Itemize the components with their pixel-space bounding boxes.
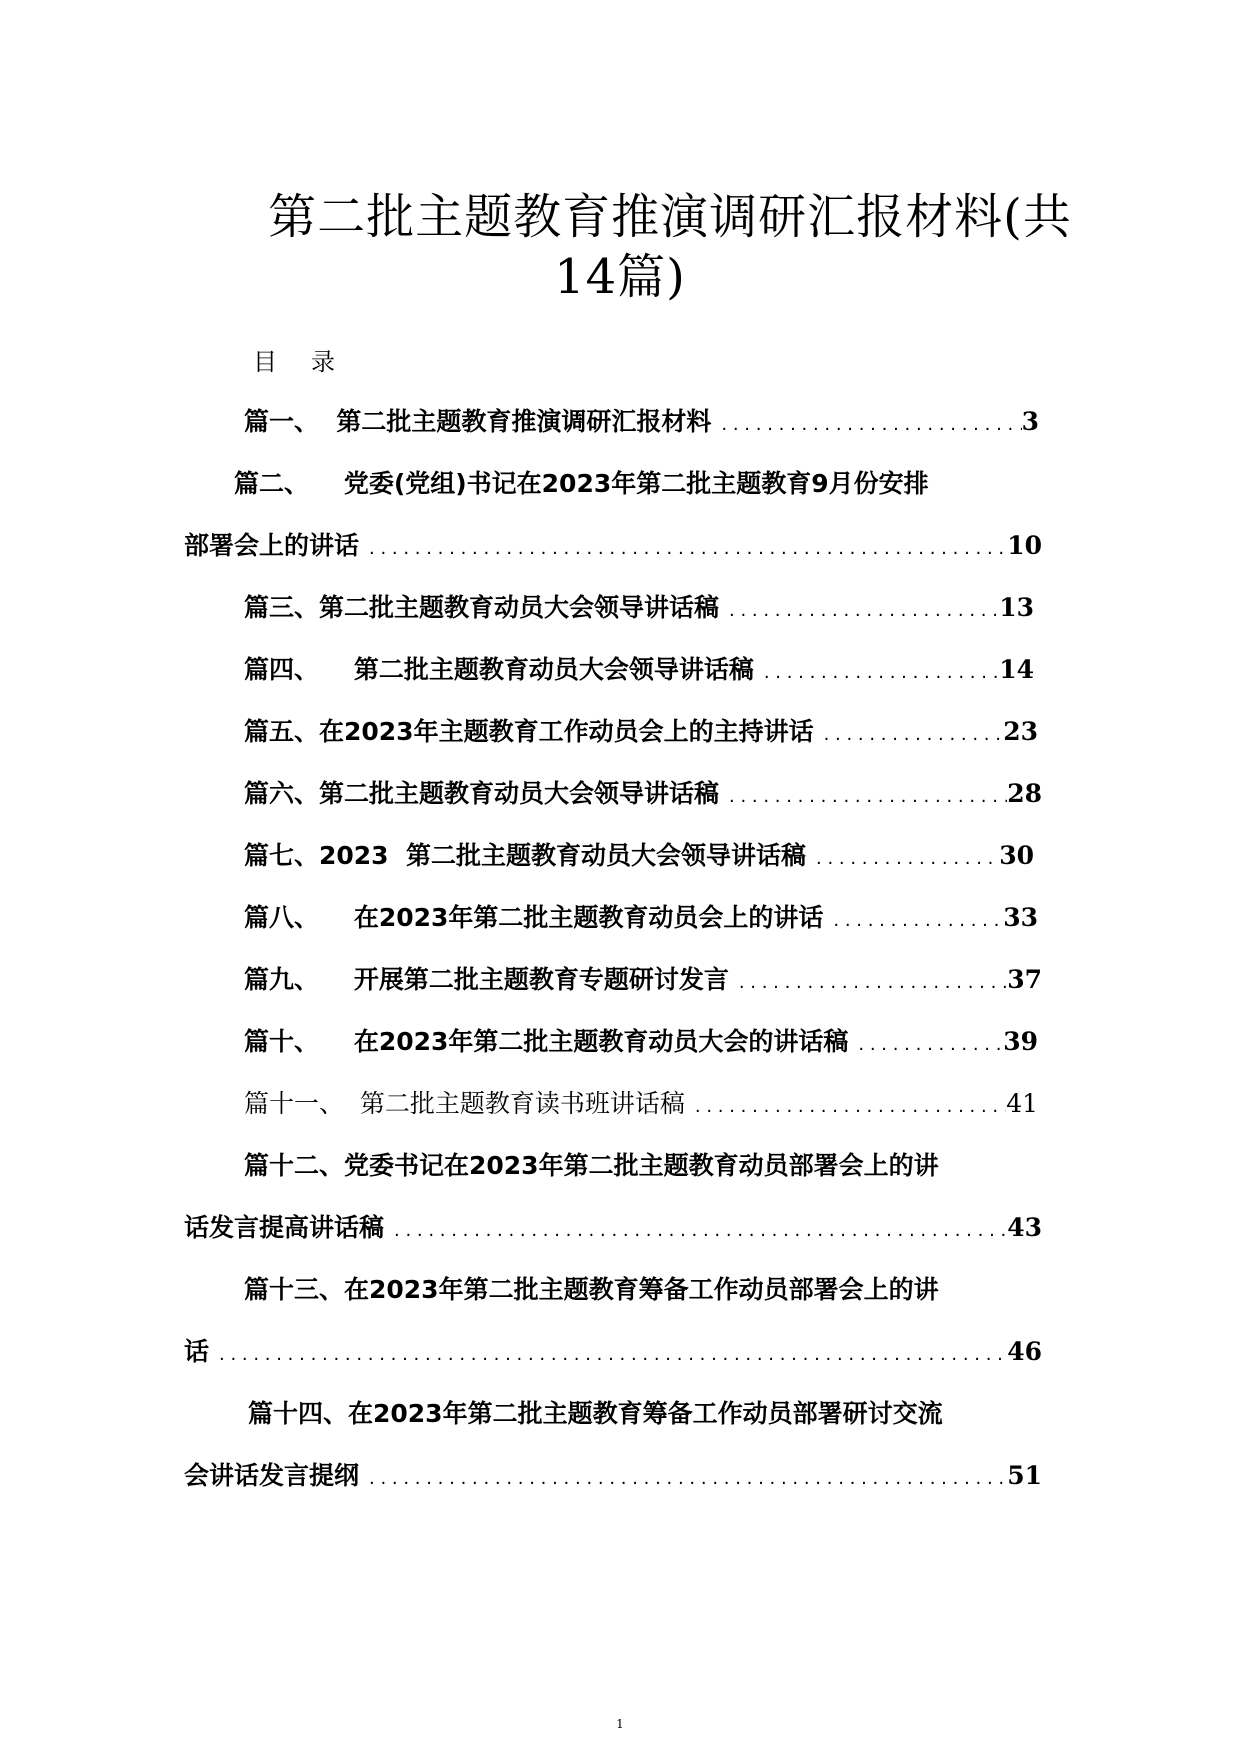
toc-entry-label: 会讲话发言提纲 — [184, 1461, 360, 1490]
toc-entry-13-line2[interactable] — [184, 1332, 1042, 1372]
toc-entry-label: 篇五、在2023年主题教育工作动员会上的主持讲话 — [244, 717, 814, 746]
toc-entry-label: 话发言提高讲话稿 — [184, 1213, 385, 1242]
toc-leader-dots — [711, 405, 1021, 445]
toc-entry-12-line2[interactable] — [184, 1208, 1042, 1248]
toc-entry-5[interactable] — [244, 712, 1038, 752]
toc-page-number: 37 — [1007, 965, 1042, 994]
toc-heading-char2: 录 — [311, 348, 335, 376]
toc-page-number: 30 — [999, 841, 1034, 870]
toc-entry-14-line2[interactable] — [184, 1456, 1042, 1496]
toc-heading — [253, 345, 335, 379]
toc-leader-dots — [754, 653, 999, 693]
toc-leader-dots — [719, 591, 999, 631]
toc-leader-dots — [814, 715, 1004, 755]
toc-entry-label: 篇六、第二批主题教育动员大会领导讲话稿 — [244, 779, 720, 808]
toc-entry-label: 话 — [184, 1337, 210, 1366]
toc-entry-label: 篇二、 党委(党组)书记在2023年第二批主题教育9月份安排 — [234, 469, 929, 498]
toc-entry-3[interactable] — [244, 588, 1034, 628]
toc-entry-label: 篇八、 在2023年第二批主题教育动员会上的讲话 — [244, 903, 824, 932]
toc-page-number: 23 — [1003, 717, 1038, 746]
toc-entry-7[interactable] — [244, 836, 1034, 876]
toc-page-number: 43 — [1007, 1213, 1042, 1242]
toc-entry-2-line2[interactable] — [184, 526, 1042, 566]
document-title-line1: 第二批主题教育推演调研汇报材料(共 — [268, 189, 1072, 245]
toc-entry-label: 篇七、2023 第二批主题教育动员大会领导讲话稿 — [244, 841, 806, 870]
toc-page-number: 46 — [1007, 1337, 1042, 1366]
toc-entry-label: 篇十、 在2023年第二批主题教育动员大会的讲话稿 — [244, 1027, 849, 1056]
toc-entry-label: 篇三、第二批主题教育动员大会领导讲话稿 — [244, 593, 720, 622]
toc-page-number: 28 — [1007, 779, 1042, 808]
toc-entry-label: 篇十三、在2023年第二批主题教育筹备工作动员部署会上的讲 — [244, 1275, 939, 1304]
toc-leader-dots — [359, 1459, 1007, 1499]
toc-page-number: 51 — [1007, 1461, 1042, 1490]
toc-leader-dots — [384, 1211, 1007, 1251]
toc-entry-label: 篇十四、在2023年第二批主题教育筹备工作动员部署研讨交流 — [248, 1399, 943, 1428]
toc-page-number: 3 — [1021, 407, 1039, 436]
toc-entry-14-line1[interactable] — [248, 1394, 1054, 1434]
toc-entry-label: 篇十二、党委书记在2023年第二批主题教育动员部署会上的讲 — [244, 1151, 939, 1180]
toc-leader-dots — [806, 839, 999, 879]
toc-entry-8[interactable] — [244, 898, 1038, 938]
toc-entry-1[interactable] — [244, 402, 1039, 442]
footer-page-number: 1 — [616, 1717, 624, 1731]
document-title-line2: 14篇) — [554, 249, 686, 305]
toc-entry-label: 篇四、 第二批主题教育动员大会领导讲话稿 — [244, 655, 754, 684]
toc-leader-dots — [685, 1087, 1006, 1127]
toc-page-number: 33 — [1003, 903, 1038, 932]
toc-entry-12-line1[interactable] — [244, 1146, 1054, 1186]
toc-entry-4[interactable] — [244, 650, 1034, 690]
toc-page-number: 10 — [1007, 531, 1042, 560]
toc-entry-label: 篇十一、 第二批主题教育读书班讲话稿 — [244, 1089, 685, 1118]
toc-leader-dots — [359, 529, 1007, 569]
toc-entry-label: 部署会上的讲话 — [184, 531, 360, 560]
toc-leader-dots — [823, 901, 1003, 941]
toc-leader-dots — [848, 1025, 1003, 1065]
toc-entry-10[interactable] — [244, 1022, 1038, 1062]
toc-leader-dots — [729, 963, 1007, 1003]
toc-leader-dots — [209, 1335, 1007, 1375]
toc-page-number: 14 — [999, 655, 1034, 684]
toc-page-number: 39 — [1003, 1027, 1038, 1056]
toc-entry-11[interactable] — [244, 1084, 1038, 1124]
toc-heading-char1: 目 — [253, 348, 277, 376]
toc-entry-9[interactable] — [244, 960, 1042, 1000]
toc-entry-2-line1[interactable] — [234, 464, 1054, 504]
toc-entry-label: 篇九、 开展第二批主题教育专题研讨发言 — [244, 965, 729, 994]
toc-entry-label: 篇一、 第二批主题教育推演调研汇报材料 — [244, 407, 712, 436]
toc-leader-dots — [719, 777, 1007, 817]
toc-entry-6[interactable] — [244, 774, 1042, 814]
toc-page-number: 41 — [1006, 1089, 1038, 1118]
toc-entry-13-line1[interactable] — [244, 1270, 1054, 1310]
toc-page-number: 13 — [999, 593, 1034, 622]
